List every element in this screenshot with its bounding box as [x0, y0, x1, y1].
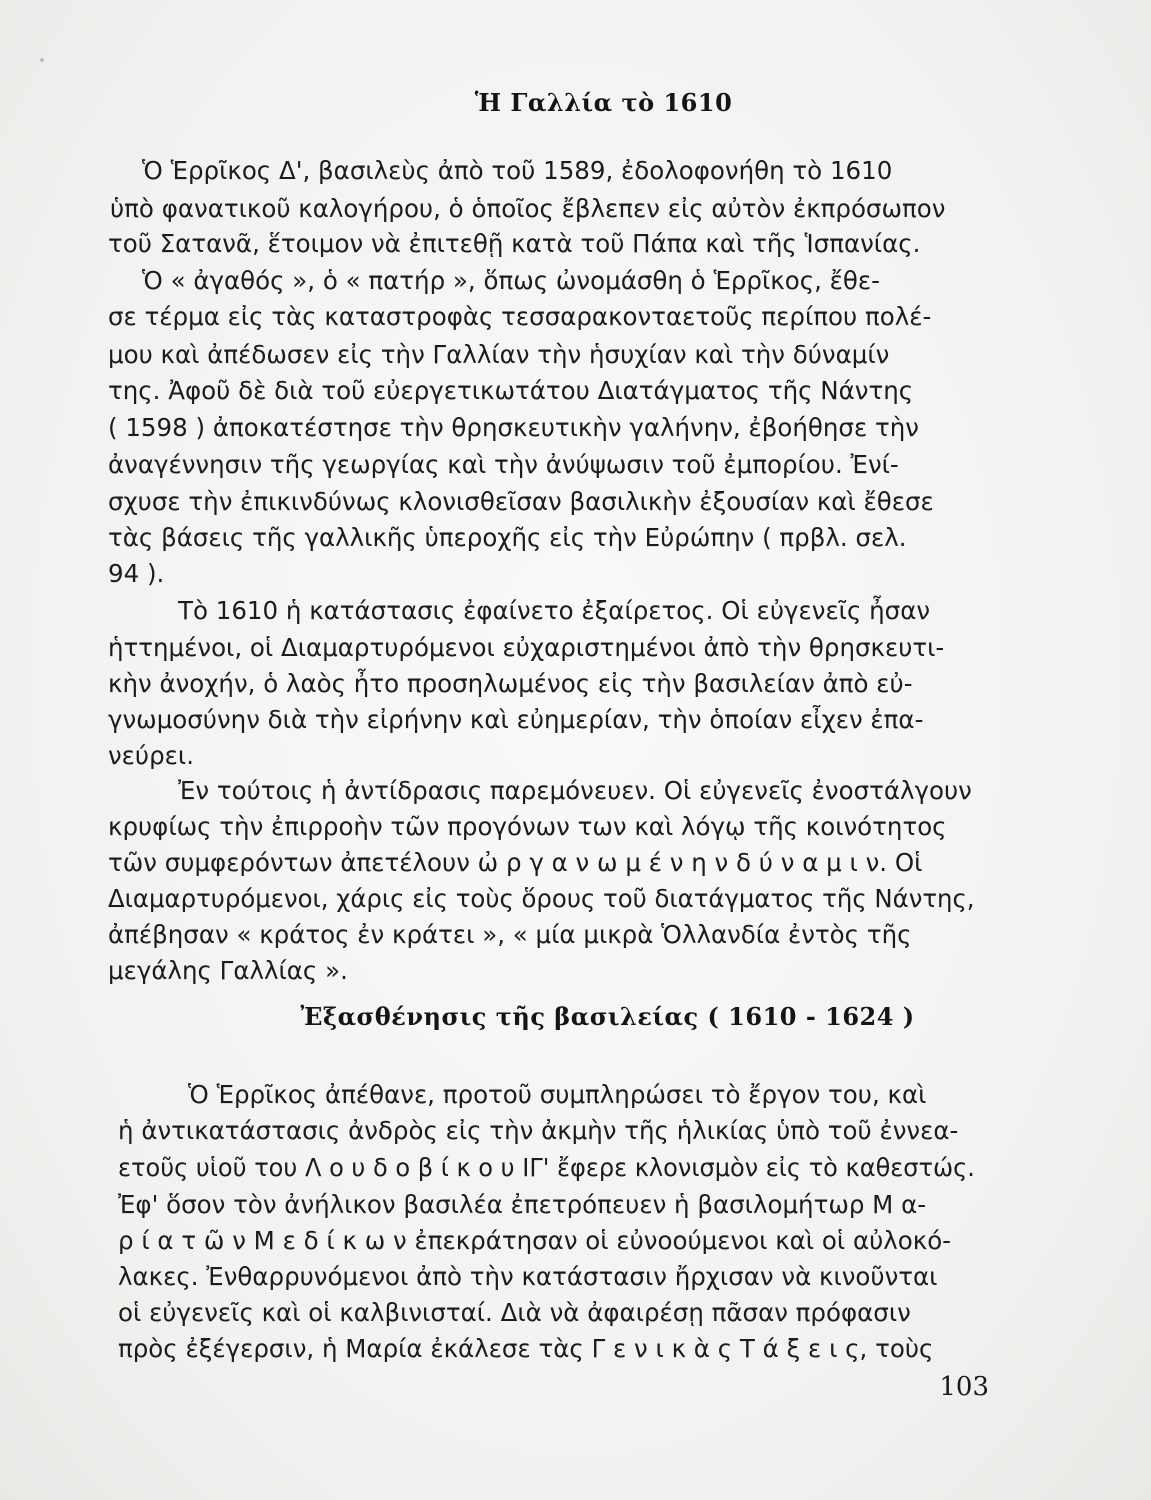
text-line: σχυσε τὴν ἐπικινδύνως κλονισθεῖσαν βασιλικὴν ἐξουσίαν καὶ ἔθεσε	[108, 487, 934, 516]
text-line: ἀναγέννησιν τῆς γεωργίας καὶ τὴν ἀνύψωσιν τοῦ ἐμπορίου. Ἐνί-	[108, 450, 899, 479]
text-line: της. Ἀφοῦ δὲ διὰ τοῦ εὐεργετικωτάτου Διατάγματος τῆς Νάντης	[108, 376, 914, 405]
text-line: μου καὶ ἀπέδωσεν εἰς τὴν Γαλλίαν τὴν ἡσυχίαν καὶ τὴν δύναμίν	[108, 340, 890, 369]
text-line: τῶν συμφερόντων ἀπετέλουν ὠ ρ γ α ν ω μ έ ν η ν δ ύ ν α μ ι ν. Οἱ	[108, 848, 923, 877]
text-line: Ἐν τούτοις ἡ ἀντίδρασις παρεμόνευεν. Οἱ εὐγενεῖς ἐνοστάλγουν	[178, 776, 972, 805]
text-line: Διαμαρτυρόμενοι, χάρις εἰς τοὺς ὅρους τοῦ διατάγματος τῆς Νάντης,	[108, 884, 975, 913]
text-line: κρυφίως τὴν ἐπιρροὴν τῶν προγόνων των καὶ λόγῳ τῆς κοινότητος	[108, 812, 947, 841]
text-line: Ὁ Ἑρρῖκος ἀπέθανε, προτοῦ συμπληρώσει τὸ ἔργον του, καὶ	[188, 1080, 927, 1109]
section-heading-france-1610: Ἡ Γαλλία τὸ 1610	[474, 88, 733, 117]
page-number: 103	[939, 1372, 989, 1402]
text-line: ρ ί α τ ῶ ν Μ ε δ ί κ ω ν ἐπεκράτησαν οἱ εὐνοούμενοι καὶ οἱ αὐλοκό-	[118, 1226, 952, 1255]
text-line: λακες. Ἐνθαρρυνόμενοι ἀπὸ τὴν κατάστασιν ἤρχισαν νὰ κινοῦνται	[118, 1262, 938, 1291]
text-line: ἀπέβησαν « κράτος ἐν κράτει », « μία μικρὰ Ὁλλανδία ἐντὸς τῆς	[108, 920, 912, 949]
section-heading-weakening-of-monarchy: Ἐξασθένησις τῆς βασιλείας ( 1610 - 1624 )	[300, 1002, 915, 1031]
text-line: μεγάλης Γαλλίας ».	[108, 956, 348, 985]
text-line: 94 ).	[108, 559, 165, 588]
text-line: ἡττημένοι, οἱ Διαμαρτυρόμενοι εὐχαριστημένοι ἀπὸ τὴν θρησκευτι-	[108, 633, 945, 662]
text-line: Ὁ Ἑρρῖκος Δ', βασιλεὺς ἀπὸ τοῦ 1589, ἐδολοφονήθη τὸ 1610	[142, 156, 893, 185]
text-line: νεύρει.	[108, 741, 194, 770]
text-line: σε τέρμα εἰς τὰς καταστροφὰς τεσσαρακονταετοῦς περίπου πολέ-	[108, 302, 932, 331]
text-line: ( 1598 ) ἀποκατέστησε τὴν θρησκευτικὴν γαλήνην, ἐβοήθησε τὴν	[108, 413, 919, 442]
text-line: Ὁ « ἀγαθός », ὁ « πατήρ », ὅπως ὠνομάσθη ὁ Ἑρρῖκος, ἔθε-	[142, 266, 880, 295]
text-line: Τὸ 1610 ἡ κατάστασις ἐφαίνετο ἐξαίρετος. Οἱ εὐγενεῖς ἦσαν	[178, 596, 931, 625]
text-line: ἡ ἀντικατάστασις ἀνδρὸς εἰς τὴν ἀκμὴν τῆς ἡλικίας ὑπὸ τοῦ ἐννεα-	[118, 1116, 959, 1145]
text-line: τοῦ Σατανᾶ, ἕτοιμον νὰ ἐπιτεθῇ κατὰ τοῦ Πάπα καὶ τῆς Ἱσπανίας.	[108, 229, 921, 258]
text-line: γνωμοσύνην διὰ τὴν εἰρήνην καὶ εὐημερίαν, τὴν ὁποίαν εἶχεν ἐπα-	[108, 705, 924, 734]
text-line: κὴν ἀνοχήν, ὁ λαὸς ἦτο προσηλωμένος εἰς τὴν βασιλείαν ἀπὸ εὐ-	[108, 669, 913, 698]
text-line: πρὸς ἐξέγερσιν, ἡ Μαρία ἐκάλεσε τὰς Γ ε ν ι κ ὰ ς Τ ά ξ ε ι ς, τοὺς	[118, 1334, 934, 1363]
text-line: Ἐφ' ὅσον τὸν ἀνήλικον βασιλέα ἐπετρόπευεν ἡ βασιλομήτωρ Μ α-	[118, 1190, 927, 1219]
text-line: ετοῦς υἱοῦ του Λ ο υ δ ο β ί κ ο υ ΙΓ' ἔφερε κλονισμὸν εἰς τὸ καθεστώς.	[118, 1153, 975, 1182]
text-line: τὰς βάσεις τῆς γαλλικῆς ὑπεροχῆς εἰς τὴν Εὐρώπην ( πρβλ. σελ.	[108, 523, 907, 552]
text-line: ὑπὸ φανατικοῦ καλογήρου, ὁ ὁποῖος ἔβλεπεν εἰς αὐτὸν ἐκπρόσωπον	[110, 194, 946, 223]
scan-speck	[40, 58, 44, 62]
text-line: οἱ εὐγενεῖς καὶ οἱ καλβινισταί. Διὰ νὰ ἀφαιρέσῃ πᾶσαν πρόφασιν	[118, 1298, 911, 1327]
